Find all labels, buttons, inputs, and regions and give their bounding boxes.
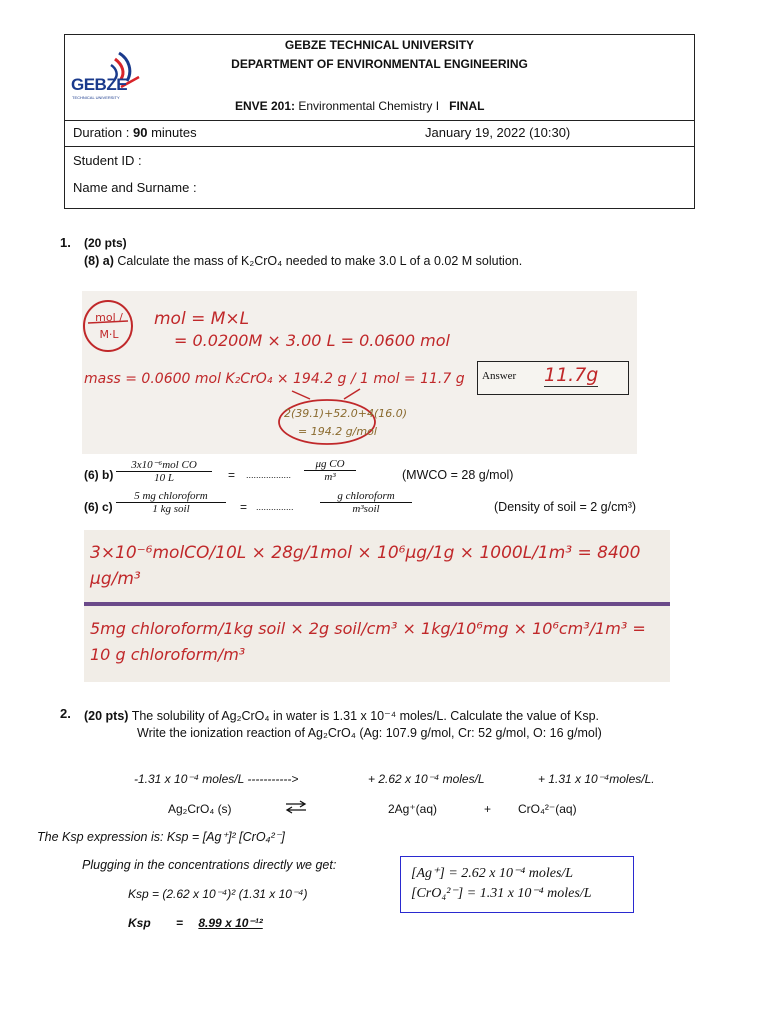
q1b-equals: = [228, 468, 236, 482]
q1b-note: (MWCO = 28 g/mol) [402, 468, 514, 482]
hw-molar-mass-note-1: 2(39.1)+52.0+4(16.0) [284, 407, 408, 420]
answer-value: 11.7g [544, 364, 599, 386]
q1b-right-fraction: $\frac{\text{μg CO}}{\text{m³}}$ [304, 458, 356, 483]
plugging-text: Plugging in the concentrations directly we get: [82, 858, 337, 872]
box-line-cro4: [CrO₄²⁻] = 1.31 x 10⁻⁴ moles/L [411, 886, 592, 901]
hw-mass-line: mass = 0.0600 mol K₂CrO₄ × 194.2 g / 1 mol = 11.7 g [84, 371, 465, 387]
logo-subtext: TECHNICAL UNIVERSITY [72, 95, 120, 100]
q1-part-a: (8) a) Calculate the mass of K₂CrO₄ needed to make 3.0 L of a 0.02 M solution. [84, 254, 523, 268]
q1b-left-fraction: 3x10⁻⁶mol CO 10 L [116, 458, 212, 484]
duration-value: 90 [133, 125, 148, 140]
university-logo [69, 47, 145, 105]
q1-points: (20 pts) [84, 236, 127, 250]
q1a-handwritten-solution [82, 291, 637, 454]
course-title [235, 99, 484, 113]
university-name: GEBZE TECHNICAL UNIVERSITY [284, 38, 475, 52]
q1c-equals: = [240, 500, 248, 514]
q2-text-2: Write the ionization reaction of Ag₂CrO₄ (Ag: 107.9 g/mol, Cr: 52 g/mol, O: 16 g/mol) [137, 726, 602, 740]
concentration-box [400, 856, 634, 913]
exam-type: FINAL [449, 99, 485, 113]
answer-box [477, 361, 629, 395]
ksp-substitution: Ksp = (2.62 x 10⁻⁴)² (1.31 x 10⁻⁴) [128, 887, 308, 901]
hw-molar-mass-note-2: = 194.2 g/mol [298, 425, 377, 438]
name-surname-label: Name and Surname : [73, 180, 197, 195]
equilibrium-arrow-icon [284, 800, 308, 814]
ksp-value: 8.99 x 10⁻¹² [198, 916, 263, 930]
q1-part-b-points: (6) b) [84, 468, 114, 482]
change-product-1: + 2.62 x 10⁻⁴ moles/L [368, 772, 485, 786]
department-name: DEPARTMENT OF ENVIRONMENTAL ENGINEERING [231, 57, 528, 71]
answer-label: Answer [482, 370, 517, 382]
ksp-expression: The Ksp expression is: Ksp = [Ag⁺]² [CrO₄²⁻] [37, 830, 285, 844]
q2-number: 2. [60, 706, 71, 721]
hw-line-2: = 0.0200M × 3.00 L = 0.0600 mol [174, 331, 450, 350]
q1-part-c-points: (6) c) [84, 500, 113, 514]
ksp-result: Ksp = 8.99 x 10⁻¹² [128, 916, 263, 930]
hw-part-c-solution: 5mg chloroform/1kg soil × 2g soil/cm³ × 1kg/10⁶mg × 10⁶cm³/1m³ = 10 g chloroform/m³ [90, 619, 646, 664]
reactant: Ag₂CrO₄ (s) [168, 802, 232, 816]
course-name: Environmental Chemistry I [298, 99, 440, 113]
logo-wordmark: GEBZE [71, 75, 128, 94]
q1bc-handwritten-solution [84, 530, 670, 682]
duration: Duration : 90 minutes [73, 125, 197, 140]
q1-number: 1. [60, 235, 71, 250]
q1c-right-fraction: g chloroform m³soil [320, 490, 412, 515]
q1c-note: (Density of soil = 2 g/cm³) [494, 500, 637, 514]
course-code: ENVE 201: [235, 99, 296, 113]
hw-line-1: mol = M×L [154, 309, 250, 329]
change-product-2: + 1.31 x 10⁻⁴moles/L. [538, 772, 655, 786]
q2-text-1: (20 pts) The solubility of Ag₂CrO₄ in water is 1.31 x 10⁻⁴ moles/L. Calculate the value of Ksp. [84, 709, 599, 723]
change-reactant: -1.31 x 10⁻⁴ moles/L -----------> [134, 772, 299, 786]
exam-date: January 19, 2022 (10:30) [425, 125, 571, 140]
reaction-plus: + [484, 802, 492, 816]
exam-header [64, 34, 695, 209]
q1c-answer-blank: ............... [256, 502, 294, 512]
box-line-ag: [Ag⁺] = 2.62 x 10⁻⁴ moles/L [411, 866, 574, 881]
q1-part-a-text: Calculate the mass of K₂CrO₄ needed to make 3.0 L of a 0.02 M solution. [117, 254, 523, 268]
hw-box-text: mol / M·L [95, 311, 123, 341]
q1b-answer-blank: .................. [246, 470, 292, 480]
product-cro4: CrO₄²⁻(aq) [518, 802, 577, 816]
hw-part-b-solution: 3×10⁻⁶molCO/10L × 28g/1mol × 10⁶μg/1g × 1000L/1m³ = 8400 μg/m³ [90, 543, 641, 589]
q1c-left-fraction: 5 mg chloroform 1 kg soil [116, 490, 226, 515]
product-ag: 2Ag⁺(aq) [388, 802, 438, 816]
student-id-label: Student ID : [73, 153, 142, 168]
